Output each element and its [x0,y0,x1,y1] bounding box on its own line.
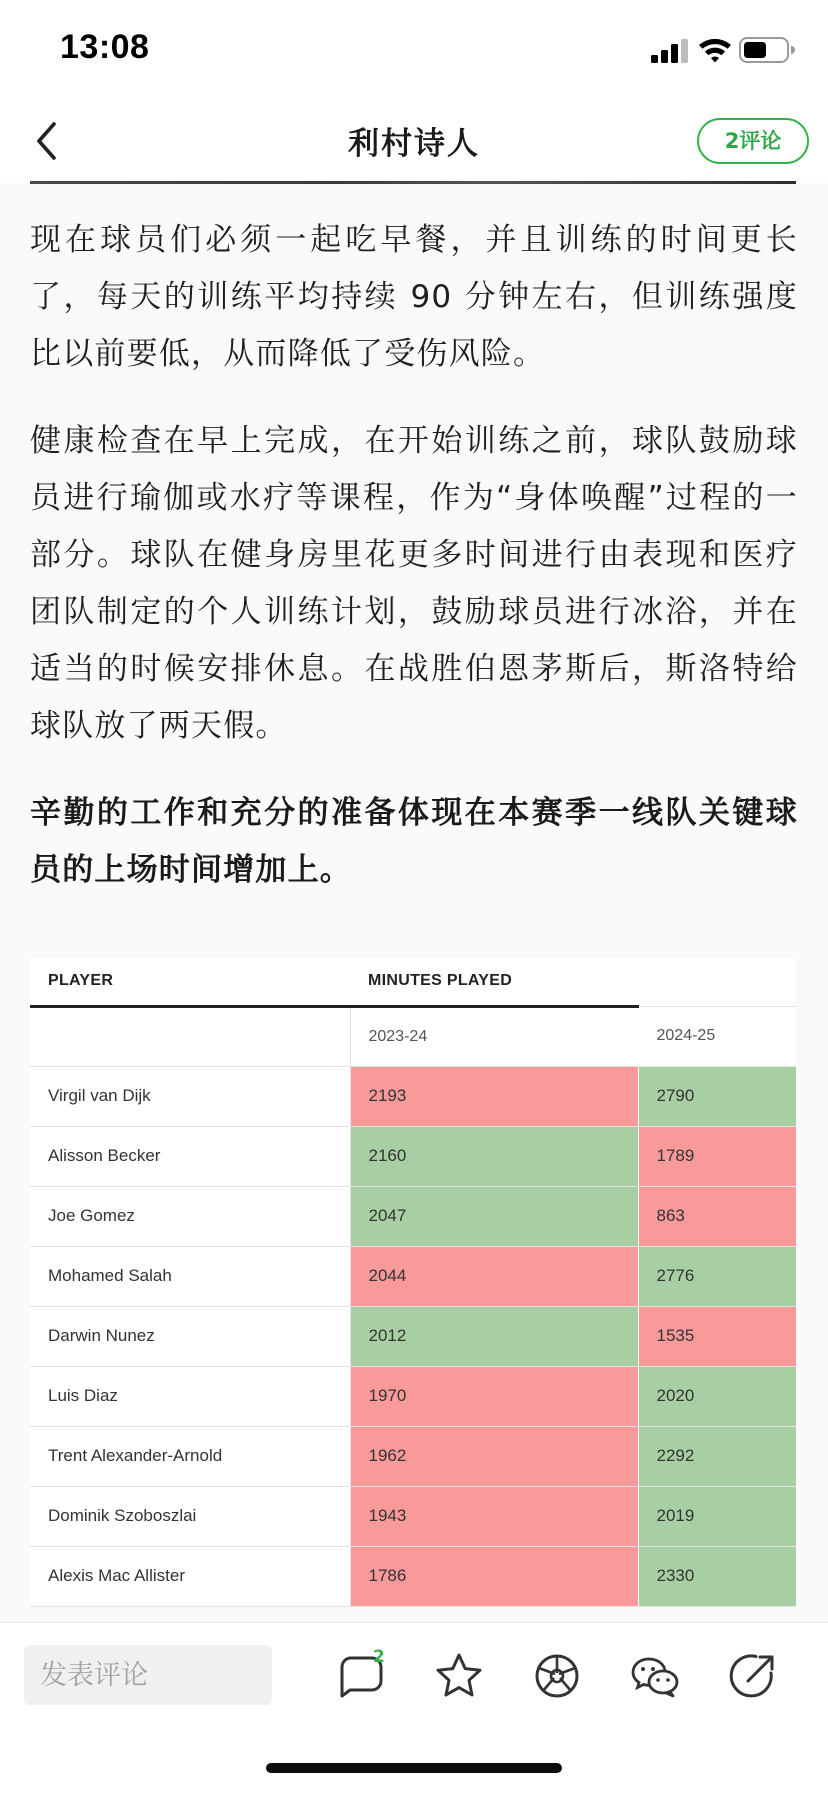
article-paragraph: 健康检查在早上完成，在开始训练之前，球队鼓励球员进行瑜伽或水疗等课程，作为“身体唤醒”过程的一部分。球队在健身房里花更多时间进行由表现和医疗团队制定的个人训练计划，鼓励球员进行冰浴，并在适当的时候安排休息。在战胜伯恩茅斯后，斯洛特给球队放了两天假。 [30,423,798,744]
table-row [30,1306,796,1366]
table-row [30,1546,796,1606]
player-name-cell: Joe Gomez [30,1186,350,1246]
minutes-2023-24-cell: 2160 [350,1126,638,1186]
share-moments-icon[interactable] [532,1651,582,1701]
header-minutes-played: MINUTES PLAYED [368,972,513,990]
wifi-icon [697,36,733,64]
minutes-2023-24-cell: 1943 [350,1486,638,1546]
player-name-cell: Darwin Nunez [30,1306,350,1366]
table-row [30,1486,796,1546]
chevron-left-icon [22,114,76,168]
minutes-2024-25-cell: 2330 [638,1546,796,1606]
table-row [30,1126,796,1186]
season-header-empty [30,1006,350,1066]
status-bar [0,0,828,100]
player-name-cell: Alexis Mac Allister [30,1546,350,1606]
minutes-2024-25-cell: 1535 [638,1306,796,1366]
article-image-edge [30,181,796,184]
player-name-cell: Alisson Becker [30,1126,350,1186]
table-header-row [30,958,796,1006]
minutes-2024-25-cell: 1789 [638,1126,796,1186]
signal-icon [651,39,689,63]
article-body [30,212,798,929]
minutes-played-table [30,958,796,1607]
table-body [30,1066,796,1606]
page-title: 利村诗人 [348,126,480,162]
minutes-2024-25-cell: 2776 [638,1246,796,1306]
table-row [30,1186,796,1246]
header-player: PLAYER [48,972,114,990]
article-highlight: 辛勤的工作和充分的准备体现在本赛季一线队关键球员的上场时间增加上。 [30,795,798,888]
table-row [30,1426,796,1486]
minutes-2023-24-cell: 2047 [350,1186,638,1246]
player-name-cell: Trent Alexander-Arnold [30,1426,350,1486]
comment-input[interactable] [24,1645,272,1705]
header-empty [638,958,796,1006]
player-name-cell: Virgil van Dijk [30,1066,350,1126]
player-name-cell: Luis Diaz [30,1366,350,1426]
player-name-cell: Mohamed Salah [30,1246,350,1306]
status-time: 13:08 [60,28,150,66]
minutes-2023-24-cell: 1962 [350,1426,638,1486]
table-row [30,1246,796,1306]
table-row [30,1366,796,1426]
season-header-2023-24: 2023-24 [350,1006,638,1066]
minutes-2023-24-cell: 1970 [350,1366,638,1426]
bottom-bar [0,1622,828,1793]
minutes-2024-25-cell: 863 [638,1186,796,1246]
minutes-2024-25-cell: 2292 [638,1426,796,1486]
minutes-2023-24-cell: 2012 [350,1306,638,1366]
season-header-2024-25: 2024-25 [638,1006,796,1066]
battery-icon [739,36,795,64]
season-header-row [30,1006,796,1066]
nav-bar [0,100,828,183]
minutes-2024-25-cell: 2790 [638,1066,796,1126]
home-indicator [266,1763,562,1773]
minutes-2024-25-cell: 2019 [638,1486,796,1546]
minutes-2023-24-cell: 1786 [350,1546,638,1606]
minutes-2023-24-cell: 2193 [350,1066,638,1126]
minutes-2024-25-cell: 2020 [638,1366,796,1426]
player-name-cell: Dominik Szoboszlai [30,1486,350,1546]
wechat-icon[interactable] [630,1651,680,1701]
back-button[interactable] [22,114,76,168]
minutes-2023-24-cell: 2044 [350,1246,638,1306]
share-icon[interactable] [728,1651,778,1701]
article-paragraph: 现在球员们必须一起吃早餐，并且训练的时间更长了，每天的训练平均持续 90 分钟左右，但训练强度比以前要低，从而降低了受伤风险。 [30,222,798,372]
comment-count-button[interactable]: 2评论 [697,118,809,164]
table-row [30,1066,796,1126]
star-icon[interactable] [434,1651,484,1701]
comment-badge: 2 [373,1647,385,1667]
